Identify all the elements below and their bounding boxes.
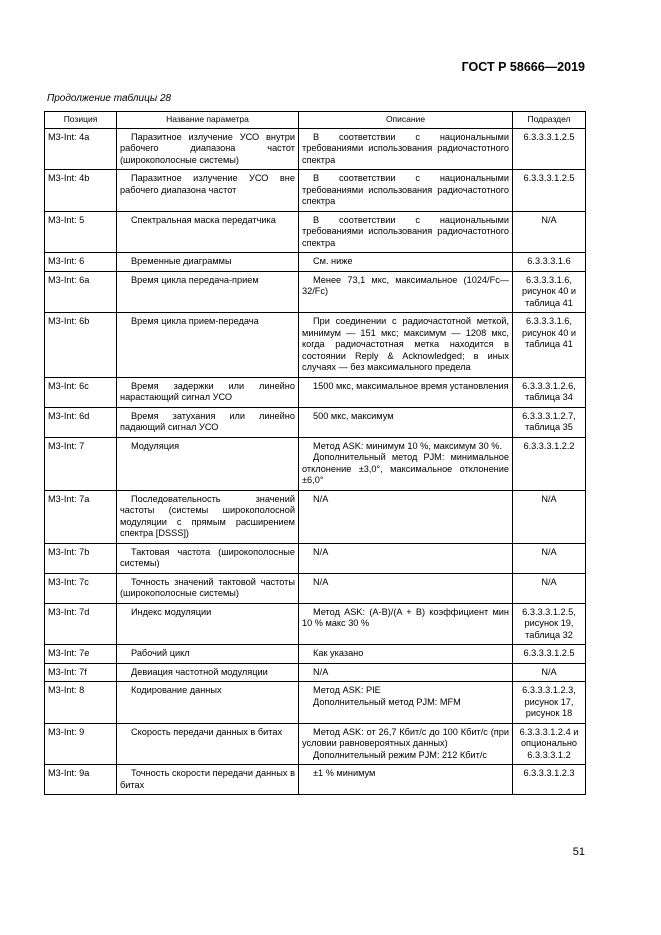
description-cell [299,437,513,490]
description-text: Метод ASK: от 26,7 Кбит/с до 100 Кбит/с (при условии равновероятных данных) [302,726,509,748]
table-row [45,377,586,407]
subsection-cell: 6.3.3.3.1.2.2 [513,437,586,490]
description-cell [299,645,513,664]
parameter-name-text: Время цикла передача-прием [131,274,259,285]
parameter-name-cell [117,170,299,212]
description-cell [299,723,513,765]
position-cell: M3-Int: 9 [45,723,117,765]
parameter-name-text: Точность значений тактовой частоты (широкополосные системы) [120,576,295,598]
column-header-subsection: Подраздел [513,112,586,129]
table-row [45,211,586,253]
description-cell [299,765,513,795]
position-cell: M3-Int: 7c [45,573,117,603]
column-header-position: Позиция [45,112,117,129]
table-row [45,603,586,645]
subsection-cell: 6.3.3.3.1.2.5 [513,170,586,212]
subsection-cell: 6.3.3.3.1.2.3 [513,765,586,795]
position-cell: M3-Int: 7e [45,645,117,664]
table-row [45,253,586,272]
description-cell [299,128,513,170]
position-cell: M3-Int: 6 [45,253,117,272]
table-row [45,313,586,378]
description-text: В соответствии с национальными требованиями использования радиочастотного спектра [302,214,509,248]
description-text: Дополнительный метод PJM: минимальное отклонение ±3,0°, максимальное отклонение ±6,0° [302,452,509,485]
subsection-cell: N/A [513,211,586,253]
parameter-name-cell [117,765,299,795]
parameter-name-cell [117,271,299,313]
table-row [45,437,586,490]
parameter-name-text: Последовательность значений частоты (системы широкополосной модуляции с прямым расширением спектра [DSSS]) [120,493,295,538]
subsection-cell: N/A [513,573,586,603]
table-row [45,543,586,573]
table-row [45,170,586,212]
table-row [45,407,586,437]
parameter-name-cell [117,128,299,170]
description-cell [299,170,513,212]
parameter-name-text: Паразитное излучение УСО вне рабочего диапазона частот [120,173,295,195]
subsection-cell: 6.3.3.3.1.2.3, рисунок 17, рисунок 18 [513,682,586,724]
position-cell: M3-Int: 7 [45,437,117,490]
description-cell [299,603,513,645]
parameter-name-text: Скорость передачи данных в битах [131,726,283,737]
description-cell [299,271,513,313]
subsection-cell: N/A [513,490,586,543]
parameter-name-cell [117,313,299,378]
description-text: Метод ASK: минимум 10 %, максимум 30 %. [313,440,503,451]
column-header-description: Описание [299,112,513,129]
position-cell: M3-Int: 4a [45,128,117,170]
table-row [45,723,586,765]
parameter-name-cell [117,377,299,407]
table-row [45,271,586,313]
subsection-cell: 6.3.3.3.1.2.5 [513,128,586,170]
parameters-table [44,111,586,795]
parameter-name-cell [117,682,299,724]
subsection-cell: 6.3.3.3.1.2.7, таблица 35 [513,407,586,437]
description-text: См. ниже [313,256,353,266]
description-text: Метод ASK: (A-B)/(A + B) коэффициент мин 10 % макс 30 % [302,606,509,628]
description-text: В соответствии с национальными требованиями использования радиочастотного спектра [302,173,509,206]
parameter-name-text: Тактовая частота (широкополосные системы) [120,546,295,568]
description-cell [299,211,513,253]
description-text: Дополнительный режим PJM: 212 Кбит/с [313,749,488,760]
subsection-cell: N/A [513,663,586,682]
subsection-cell: 6.3.3.3.1.6, рисунок 40 и таблица 41 [513,271,586,313]
description-text: Дополнительный метод PJM: MFM [313,696,461,707]
parameter-name-text: Девиация частотной модуляции [131,666,268,677]
subsection-cell: N/A [513,543,586,573]
description-text: 1500 мкс, максимальное время установления [313,380,509,391]
parameter-name-text: Спектральная маска передатчика [131,214,276,225]
parameter-name-text: Точность скорости передачи данных в битах [120,768,295,790]
position-cell: M3-Int: 6c [45,377,117,407]
subsection-cell: 6.3.3.3.1.6, рисунок 40 и таблица 41 [513,313,586,378]
position-cell: M3-Int: 5 [45,211,117,253]
position-cell: M3-Int: 8 [45,682,117,724]
parameter-name-cell [117,490,299,543]
description-text: N/A [313,576,329,587]
description-text: Метод ASK: PIE [313,685,381,695]
parameter-name-cell [117,645,299,664]
table-row [45,682,586,724]
description-text: Как указано [313,648,364,658]
description-text: 500 мкс, максимум [313,410,394,421]
position-cell: M3-Int: 6b [45,313,117,378]
position-cell: M3-Int: 7d [45,603,117,645]
page-number: 51 [572,846,585,858]
subsection-cell: 6.3.3.3.1.2.6, таблица 34 [513,377,586,407]
parameter-name-text: Время цикла прием-передача [131,316,259,326]
description-cell [299,313,513,378]
column-header-parameter-name: Название параметра [117,112,299,129]
parameter-name-text: Время затухания или линейно падающий сигнал УСО [120,410,295,432]
parameter-name-cell [117,437,299,490]
description-cell [299,573,513,603]
description-cell [299,663,513,682]
parameter-name-text: Временные диаграммы [131,256,232,266]
table-header-row [45,112,586,129]
description-cell [299,377,513,407]
description-cell [299,490,513,543]
position-cell: M3-Int: 7b [45,543,117,573]
parameter-name-text: Рабочий цикл [131,648,190,658]
subsection-cell: 6.3.3.3.1.2.4 и опционально 6.3.3.3.1.2 [513,723,586,765]
description-cell [299,682,513,724]
description-text: Менее 73,1 мкс, максимальное (1024/Fc—32/Fc) [302,274,509,296]
description-cell [299,253,513,272]
description-cell [299,407,513,437]
subsection-cell: 6.3.3.3.1.6 [513,253,586,272]
parameter-name-cell [117,543,299,573]
parameter-name-text: Время задержки или линейно нарастающий сигнал УСО [120,380,295,402]
description-text: ±1 % минимум [313,768,376,778]
table-row [45,765,586,795]
parameter-name-cell [117,663,299,682]
parameter-name-cell [117,211,299,253]
subsection-cell: 6.3.3.3.1.2.5, рисунок 19, таблица 32 [513,603,586,645]
position-cell: M3-Int: 7a [45,490,117,543]
position-cell: M3-Int: 6a [45,271,117,313]
table-continuation-caption: Продолжение таблицы 28 [47,93,172,104]
description-text: N/A [313,546,329,557]
standard-designation: ГОСТ Р 58666—2019 [461,60,585,74]
parameter-name-text: Индекс модуляции [131,606,212,617]
position-cell: M3-Int: 7f [45,663,117,682]
position-cell: M3-Int: 4b [45,170,117,212]
description-cell [299,543,513,573]
table-row [45,645,586,664]
parameter-name-cell [117,723,299,765]
position-cell: M3-Int: 9a [45,765,117,795]
description-text: N/A [313,493,329,504]
table-row [45,573,586,603]
subsection-cell: 6.3.3.3.1.2.5 [513,645,586,664]
parameter-name-cell [117,573,299,603]
description-text: N/A [313,666,329,677]
parameter-name-text: Модуляция [131,440,180,451]
parameter-name-text: Паразитное излучение УСО внутри рабочего диапазона частот (широкополосные системы) [120,131,295,165]
description-text: При соединении с радиочастотной меткой, минимум — 151 мкс; максимум — 1208 мкс, когда радиочастотная метка находится в состоянии Reply & Acknowledged; в иных случаях — без максимального предела [302,316,509,372]
position-cell: M3-Int: 6d [45,407,117,437]
parameter-name-text: Кодирование данных [131,685,222,695]
description-text: В соответствии с национальными требованиями использования радиочастотного спектра [302,131,509,165]
parameter-name-cell [117,603,299,645]
table-row [45,663,586,682]
table-row [45,128,586,170]
table-row [45,490,586,543]
parameter-name-cell [117,407,299,437]
parameter-name-cell [117,253,299,272]
